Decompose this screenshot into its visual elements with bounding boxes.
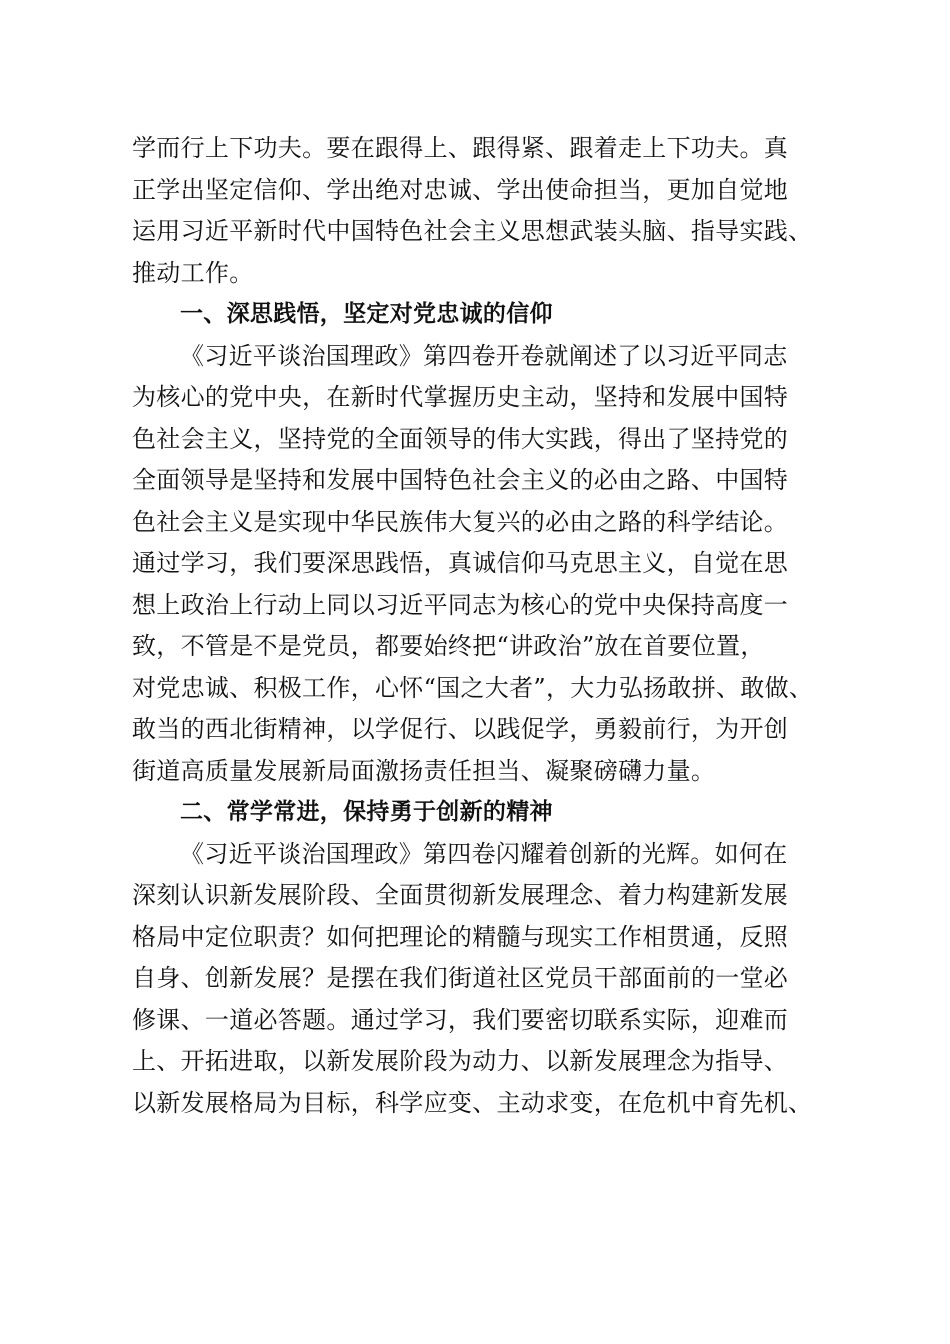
paragraph-first-line: 《习近平谈治国理政》第四卷闪耀着创新的光辉。如何在 — [180, 839, 788, 868]
section-heading-1: 一、深思践悟，坚定对党忠诚的信仰 — [180, 301, 553, 327]
body-text-line: 色社会主义，坚持党的全面领导的伟大实践，得出了坚持党的 — [132, 424, 789, 453]
paragraph-first-line: 《习近平谈治国理政》第四卷开卷就阐述了以习近平同志 — [180, 341, 788, 370]
body-text-line: 正学出坚定信仰、学出绝对忠诚、学出使命担当，更加自觉地 — [132, 175, 789, 204]
body-text-line: 致，不管是不是党员，都要始终把“讲政治”放在首要位置， — [132, 632, 765, 660]
body-text-line: 自身、创新发展？是摆在我们街道社区党员干部面前的一堂必 — [132, 964, 789, 992]
document-body — [132, 128, 832, 1124]
body-text-line: 深刻认识新发展阶段、全面贯彻新发展理念、着力构建新发展 — [132, 881, 789, 909]
body-text-line: 色社会主义是实现中华民族伟大复兴的必由之路的科学结论。 — [132, 507, 789, 536]
section-heading-2: 二、常学常进，保持勇于创新的精神 — [180, 799, 553, 825]
body-text-line: 以新发展格局为目标，科学应变、主动求变，在危机中育先机、 — [132, 1088, 813, 1117]
body-text-line: 敢当的西北街精神，以学促行、以践促学，勇毅前行，为开创 — [132, 715, 789, 743]
body-text-line: 格局中定位职责？如何把理论的精髓与现实工作相贯通，反照 — [132, 922, 789, 951]
body-text-line: 街道高质量发展新局面激扬责任担当、凝聚磅礴力量。 — [132, 756, 716, 785]
body-text-line: 上、开拓进取，以新发展阶段为动力、以新发展理念为指导、 — [132, 1047, 789, 1075]
body-text-line: 运用习近平新时代中国特色社会主义思想武装头脑、指导实践、 — [132, 217, 813, 245]
body-text-line: 通过学习，我们要深思践悟，真诚信仰马克思主义，自觉在思 — [132, 549, 789, 577]
body-text-line: 想上政治上行动上同以习近平同志为核心的党中央保持高度一 — [132, 590, 789, 619]
body-text-line: 推动工作。 — [132, 258, 254, 287]
body-text-line: 学而行上下功夫。要在跟得上、跟得紧、跟着走上下功夫。真 — [132, 134, 789, 162]
body-text-line: 对党忠诚、积极工作，心怀“国之大者”，大力弘扬敢拼、敢做、 — [132, 673, 814, 702]
body-text-line: 为核心的党中央，在新时代掌握历史主动，坚持和发展中国特 — [132, 383, 789, 411]
body-text-line: 修课、一道必答题。通过学习，我们要密切联系实际，迎难而 — [132, 1005, 789, 1034]
body-text-line: 全面领导是坚持和发展中国特色社会主义的必由之路、中国特 — [132, 466, 789, 494]
